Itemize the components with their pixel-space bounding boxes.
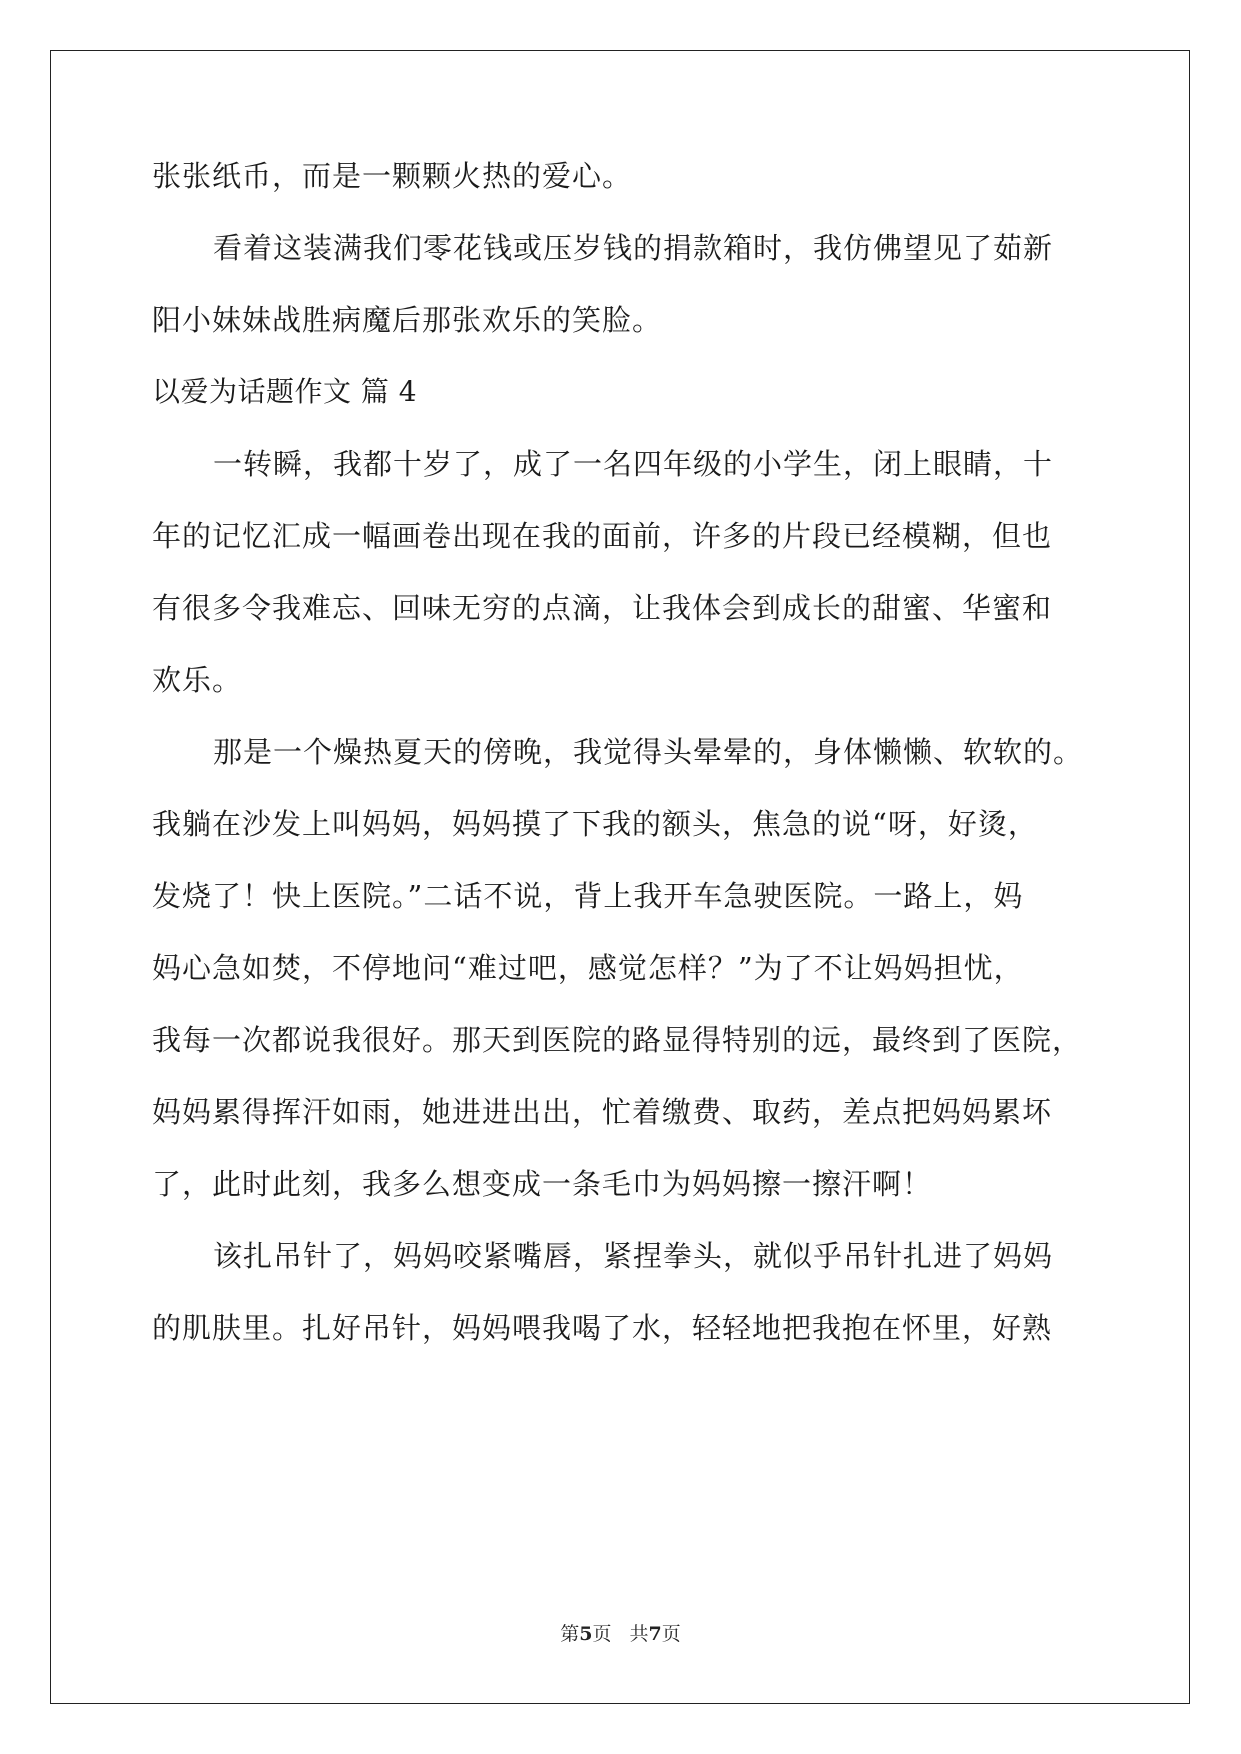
text-line: 我每一次都说我很好。那天到医院的路显得特别的远，最终到了医院，	[152, 1023, 1083, 1057]
text-line: 妈妈累得挥汗如雨，她进进出出，忙着缴费、取药，差点把妈妈累坏	[152, 1095, 1053, 1129]
page-number: 第5页	[560, 1623, 612, 1645]
text-line: 了，此时此刻，我多么想变成一条毛巾为妈妈擦一擦汗啊！	[152, 1167, 933, 1201]
text-line: 有很多令我难忘、回味无穷的点滴，让我体会到成长的甜蜜、华蜜和	[152, 591, 1053, 625]
paragraph-start: 那是一个燥热夏天的傍晚，我觉得头晕晕的，身体懒懒、软软的。	[213, 735, 1084, 769]
text-line: 发烧了！快上医院。”二话不说，背上我开车急驶医院。一路上，妈	[152, 879, 1024, 913]
text-line: 年的记忆汇成一幅画卷出现在我的面前，许多的片段已经模糊，但也	[152, 519, 1053, 553]
section-heading: 以爱为话题作文 篇 4	[152, 375, 418, 408]
page-total: 共7页	[629, 1623, 681, 1645]
text-line: 阳小妹妹战胜病魔后那张欢乐的笑脸。	[152, 303, 663, 337]
text-line: 的肌肤里。扎好吊针，妈妈喂我喝了水，轻轻地把我抱在怀里，好熟	[152, 1311, 1053, 1345]
text-line: 我躺在沙发上叫妈妈，妈妈摸了下我的额头，焦急的说“呀，好烫，	[152, 807, 1038, 841]
paragraph-start: 该扎吊针了，妈妈咬紧嘴唇，紧捏拳头，就似乎吊针扎进了妈妈	[213, 1239, 1054, 1273]
page-footer	[0, 1622, 1241, 1646]
paragraph-start: 看着这装满我们零花钱或压岁钱的捐款箱时，我仿佛望见了茹新	[213, 231, 1054, 265]
text-line: 欢乐。	[152, 663, 243, 697]
text-line: 妈心急如焚，不停地问“难过吧，感觉怎样？”为了不让妈妈担忧，	[152, 951, 1024, 985]
text-line: 张张纸币，而是一颗颗火热的爱心。	[152, 159, 633, 193]
paragraph-start: 一转瞬，我都十岁了，成了一名四年级的小学生，闭上眼睛，十	[213, 447, 1054, 481]
